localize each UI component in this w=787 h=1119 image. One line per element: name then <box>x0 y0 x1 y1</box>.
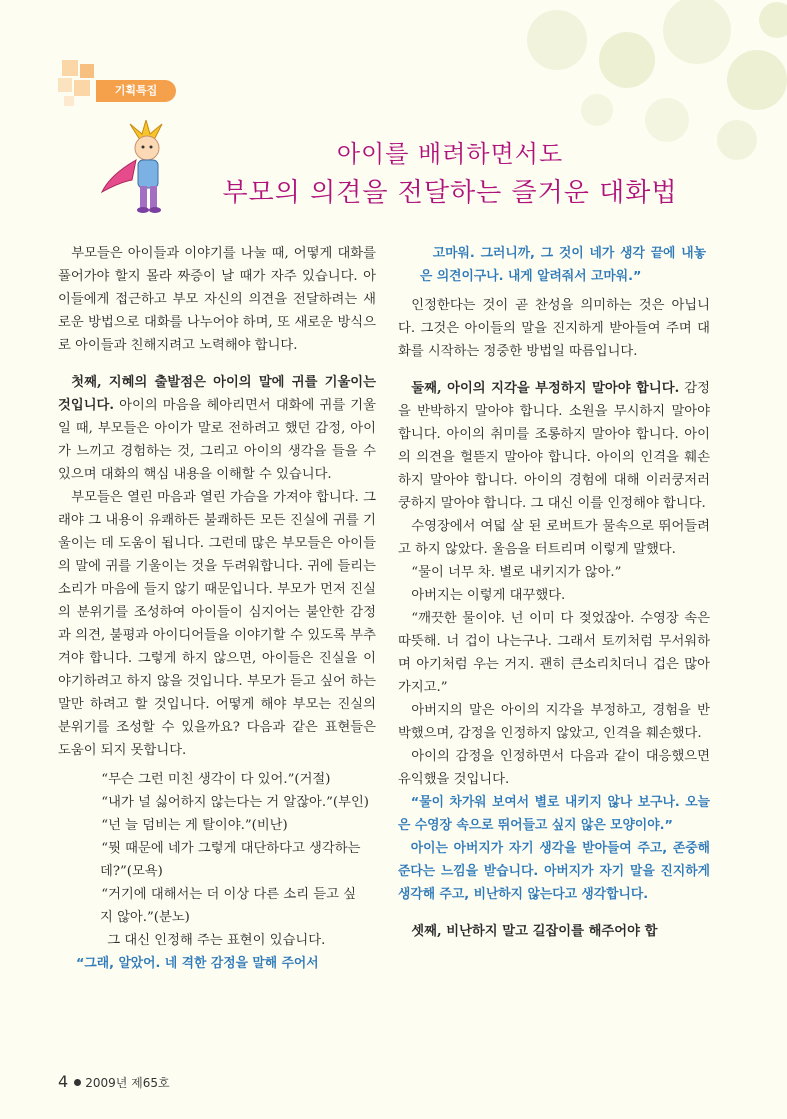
highlight-quote: “그래, 알았어. 네 격한 감정을 말해 주어서 <box>76 956 319 971</box>
paragraph: 부모들은 아이들과 이야기를 나눌 때, 어떻게 대화를 풀어가야 할지 몰라 짜증이 날 때가 자주 있습니다. 아이들에게 접근하고 부모 자신의 의견을 전달하려는 새로운 방법으로 대화를 나누어야 하며, 또 새로운 방식으로 아이들과 친해지려고 노력해야 합니다. <box>58 246 376 353</box>
quote-line: 데?”(모욕) <box>100 864 163 879</box>
paragraph-text: 감정을 반박하지 말아야 합니다. 소원을 무시하지 말아야 합니다. 아이의 취미를 조롱하지 말아야 합니다. 아이의 의견을 헐뜯지 말아야 합니다. 아이의 인격을 훼손하지 말아야 합니다. 아이의 경험에 대해 이러쿵저러쿵하지 말아야 합니다. 그 대신 이를 인정해야 합니다. <box>398 381 710 511</box>
paragraph: “물이 너무 차. 별로 내키지가 않아.” <box>411 565 622 580</box>
quote-line: “뭣 때문에 네가 그렇게 대단하다고 생각하는 <box>101 841 361 856</box>
quote-line: “무슨 그런 미친 생각이 다 있어.”(거절) <box>101 772 331 787</box>
page-number: 4 <box>58 1072 69 1091</box>
quote-line: “넌 늘 덤비는 게 탈이야.”(비난) <box>101 818 288 833</box>
right-column <box>398 242 710 943</box>
title-line-2: 부모의 의견을 전달하는 즐거운 대화법 <box>222 178 678 208</box>
page-footer <box>58 1072 170 1091</box>
paragraph: 부모들은 열린 마음과 열린 가슴을 가져야 합니다. 그래야 그 내용이 유쾌하든 불쾌하든 모든 진실에 귀를 기울이는 데 도움이 됩니다. 그런데 많은 부모들은 아이들의 말에 귀를 기울이는 것을 두려워합니다. 귀에 들리는 소리가 마음에 들지 않기 때문입니다. 부모가 먼저 진실의 분위기를 조성하여 아이들이 심지어는 불안한 감정과 의견, 불평과 아이디어들을 이야기할 수 있도록 부추겨야 합니다. 그렇게 하지 않으면, 아이들은 진실을 이야기하려고 하지 않을 것입니다. 부모가 듣고 싶어 하는 말만 하려고 할 것입니다. 어떻게 해야 부모는 진실의 분위기를 조성할 수 있을까요? 다음과 같은 표현들은 도움이 되지 못합니다. <box>58 490 376 758</box>
paragraph: 수영장에서 여덟 살 된 로버트가 물속으로 뛰어들려고 하지 않았다. 울음을 터트리며 이렇게 말했다. <box>398 519 710 557</box>
paragraph: 셋째, 비난하지 말고 길잡이를 해주어야 합 <box>411 924 658 939</box>
paragraph-text: 아이의 마음을 헤아리면서 대화에 귀를 기울일 때, 부모들은 아이가 말로 전하려고 했던 감정, 아이가 느끼고 경험하는 것, 그리고 아이의 생각을 들을 수 있으며 대화의 핵심 내용을 이해할 수 있습니다. <box>58 398 376 482</box>
quote-line: “거기에 대해서는 더 이상 다른 소리 듣고 싶 <box>101 887 357 902</box>
paragraph <box>58 371 376 486</box>
paragraph: 아이의 감정을 인정하면서 다음과 같이 대응했으면 유익했을 것입니다. <box>398 749 710 787</box>
paragraph: 아버지의 말은 아이의 지각을 부정하고, 경험을 반박했으며, 감정을 인정하지 않았고, 인격을 훼손했다. <box>398 703 710 741</box>
bullet-dot-icon <box>74 1079 81 1086</box>
paragraph: 그 대신 인정해 주는 표현이 있습니다. <box>107 933 326 948</box>
issue-label: 2009년 제65호 <box>85 1076 170 1090</box>
quote-line: 지 않아.”(분노) <box>100 910 190 925</box>
highlight-quote: 고마워. 그러니까, 그 것이 네가 생각 끝에 내놓은 의견이구나. 내게 알려줘서 고마워.” <box>420 246 706 284</box>
highlight-quote: “물이 차가워 보여서 별로 내키지 않나 보구나. 오늘은 수영장 속으로 뛰어들고 싶지 않은 모양이야.” <box>398 795 710 833</box>
bold-lead: 첫째, 지혜의 출발점은 아이의 말에 귀를 기울이는 것입니다. <box>58 375 376 413</box>
paragraph: 인정한다는 것이 곧 찬성을 의미하는 것은 아닙니다. 그것은 아이들의 말을 진지하게 받아들여 주며 대화를 시작하는 정중한 방법일 따름입니다. <box>398 298 710 359</box>
highlight-paragraph: 아이는 아버지가 자기 생각을 받아들여 주고, 존중해 준다는 느낌을 받습니다. 아버지가 자기 말을 진지하게 생각해 주고, 비난하지 않는다고 생각합니다. <box>398 841 710 902</box>
paragraph: “깨끗한 물이야. 넌 이미 다 젖었잖아. 수영장 속은 따뜻해. 너 겁이 나는구나. 그래서 토끼처럼 무서워하며 아기처럼 우는 거지. 괜히 큰소리치더니 겁은 많아가지고.” <box>398 611 710 695</box>
title-line-1: 아이를 배려하면서도 <box>336 140 564 168</box>
section-tag: 기획특집 <box>96 80 176 102</box>
left-column <box>58 242 376 975</box>
paragraph <box>398 377 710 515</box>
bold-lead: 둘째, 아이의 지각을 부정하지 말아야 합니다. <box>411 381 680 396</box>
paragraph: 아버지는 이렇게 대꾸했다. <box>411 588 566 603</box>
quote-line: “내가 널 싫어하지 않는다는 거 알잖아.”(부인) <box>101 795 369 810</box>
